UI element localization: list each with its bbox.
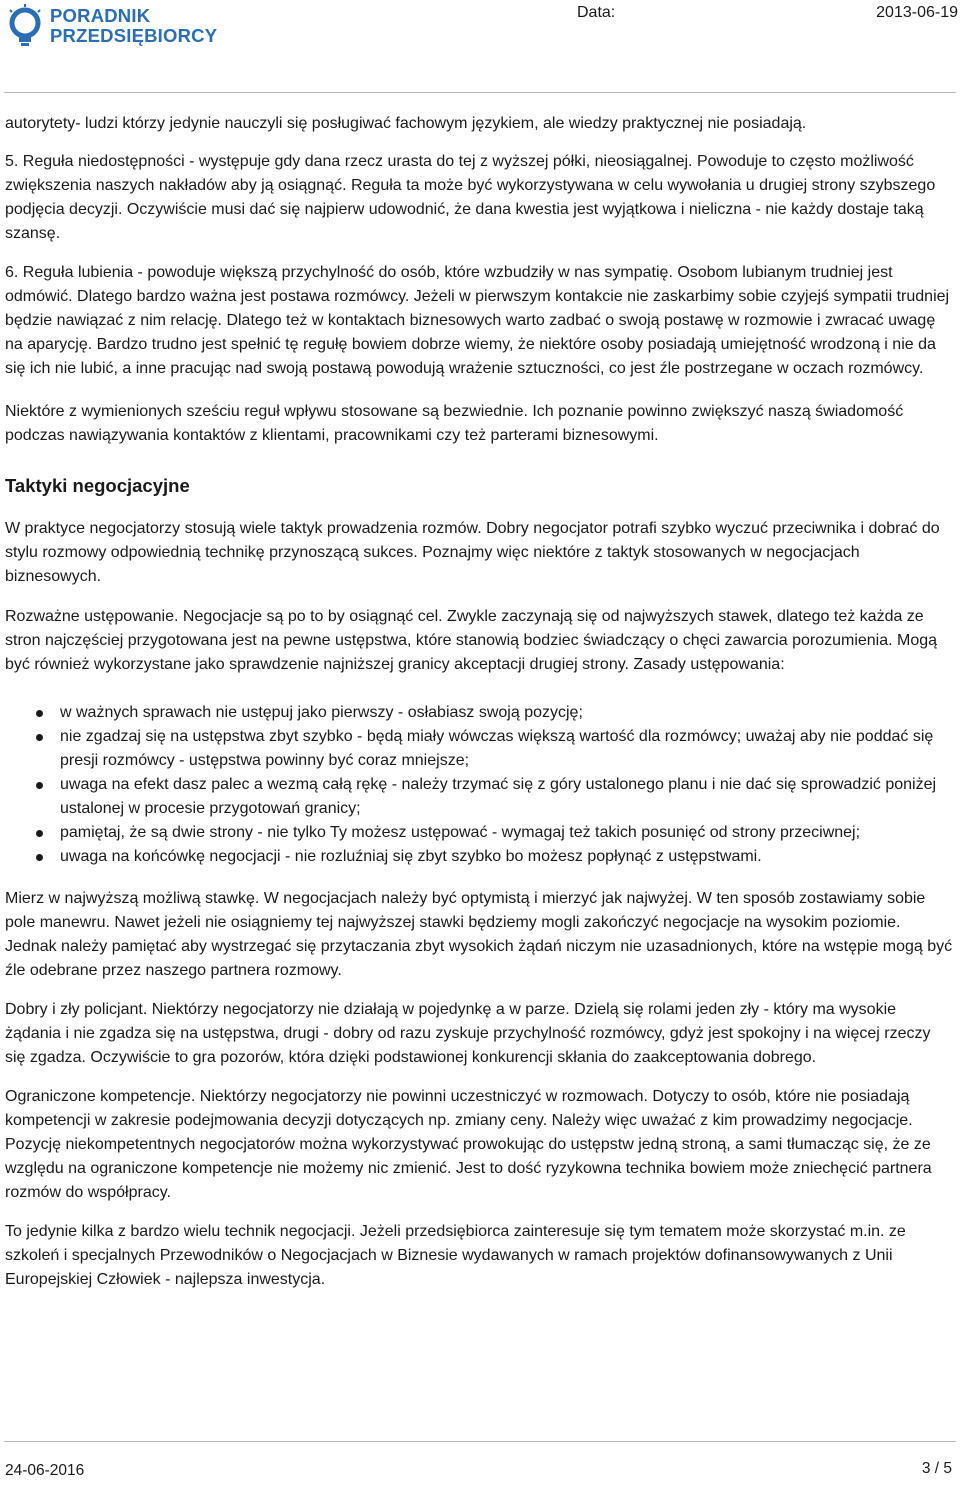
bullet-icon [36, 710, 43, 717]
footer-divider [4, 1441, 956, 1442]
logo [6, 4, 217, 48]
bullet-icon [36, 782, 43, 789]
list-item: w ważnych sprawach nie ustępuj jako pierwszy - osłabiasz swoją pozycję; [60, 701, 955, 725]
footer-date: 24-06-2016 [5, 1462, 85, 1479]
paragraph-1: autorytety- ludzi którzy jedynie nauczyli się posługiwać fachowym językiem, ale wiedzy praktycznej nie posiadają. [5, 115, 807, 132]
paragraph-highest-bid: Mierz w najwyższą możliwą stawkę. W negocjacjach należy być optymistą i mierzyć jak najwyżej. W ten sposób zostawiamy sobie pole manewru. Nawet jeżeli nie osiągniemy tej najwyższej stawki będziemy mogli zakończyć negocjacje na wysokim poziomie. Jednak należy pamiętać aby wystrzegać się przytaczania zbyt wysokich żądań niczym nie uzasadnionych, które na wstępie mogą być źle odebrane przez naszego partnera rozmowy. [5, 890, 953, 979]
article-body [5, 112, 955, 1292]
bullet-icon [36, 854, 43, 861]
date-label: Data: [577, 4, 616, 21]
paragraph-good-bad-cop: Dobry i zły policjant. Niektórzy negocjatorzy nie działają w pojedynkę a w parze. Dzielą się rolami jeden zły - który ma wysokie żądania i nie zgadza się na ustępstwa, drugi - dobry od razu zyskuje przychylność rozmówcy, gdyż jest spokojny i na więcej rzeczy się zgadza. Oczywiście to gra pozorów, która dzięki podstawionej konkurencji skłania do zaakceptowania dobrego. [5, 1001, 931, 1066]
page-number: 3 / 5 [921, 1460, 952, 1477]
bullet-icon [36, 734, 43, 741]
paragraph-limited-authority: Ograniczone kompetencje. Niektórzy negocjatorzy nie powinni uczestniczyć w rozmowach. Dotyczy to osób, które nie posiadają kompetencji w zakresie podejmowania decyzji dotyczących np. zmiany ceny. Należy więc uważać z kim prowadzimy negocjacje. Pozycję niekompetentnych negocjatorów można wykorzystywać prowokując do ustępstw jedną stroną, a sami tłumacząc się, że ze względu na ograniczone kompetencje nie możemy nic zmienić. Jest to dość ryzykowna technika bowiem może zniechęcić partnera rozmów do współpracy. [5, 1088, 932, 1201]
list-item: pamiętaj, że są dwie strony - nie tylko Ty możesz ustępować - wymagaj też takich posunięć od strony przeciwnej; [60, 821, 955, 845]
logo-line-1: PORADNIK [50, 5, 151, 26]
list-item: uwaga na końcówkę negocjacji - nie rozluźniaj się zbyt szybko bo możesz popłynąć z ustępstwami. [60, 845, 955, 869]
lightbulb-icon [6, 4, 44, 48]
header-divider [4, 92, 956, 93]
logo-line-2: PRZEDSIĘBIORCY [50, 25, 218, 46]
paragraph-rule-6: 6. Reguła lubienia - powoduje większą przychylność do osób, które wzbudziły w nas sympatię. Osobom lubianym trudniej jest odmówić. Dlatego bardzo ważna jest postawa rozmówcy. Jeżeli w pierwszym kontakcie nie zaskarbimy sobie czyjejś sympatii trudniej będzie nawiązać z nim relację. Dlatego też w kontaktach biznesowych warto zadbać o swoją postawę w rozmowie i zwracać uwagę na aparycję. Bardzo trudno jest spełnić tę regułę bowiem dobrze wiemy, że niektóre osoby posiadają umiejętność wrodzoną i nie da się ich nie lubić, a inne pracując nad swoją postawą powodują wrażenie sztuczności, co jest źle postrzegane w oczach rozmówcy. [5, 264, 950, 377]
bullet-icon [36, 830, 43, 837]
logo-text [50, 6, 217, 46]
section-heading: Taktyki negocjacyjne [5, 475, 190, 496]
paragraph-closing: To jedynie kilka z bardzo wielu technik negocjacji. Jeżeli przedsiębiorca zainteresuje się tym tematem może skorzystać m.in. ze szkoleń i specjalnych Przewodników o Negocjacjach w Biznesie wydawanych w ramach projektów dofinansowywanych z Unii Europejskiej Człowiek - najlepsza inwestycja. [5, 1223, 906, 1288]
list-item: uwaga na efekt dasz palec a wezmą całą rękę - należy trzymać się z góry ustalonego planu i nie dać się sprowadzić poniżej ustalonej w procesie przygotowań granicy; [60, 773, 955, 821]
list-item: nie zgadzaj się na ustępstwa zbyt szybko - będą miały wówczas większą wartość dla rozmówcy; uważaj aby nie poddać się presji rozmówcy - ustępstwa powinny być coraz mniejsze; [60, 725, 955, 773]
date-value: 2013-06-19 [876, 4, 958, 21]
paragraph-summary: Niektóre z wymienionych sześciu reguł wpływu stosowane są bezwiednie. Ich poznanie powinno zwiększyć naszą świadomość podczas nawiązywania kontaktów z klientami, pracownikami czy też parterami biznesowymi. [5, 403, 904, 444]
page-header [0, 0, 960, 92]
paragraph-tactics-intro: W praktyce negocjatorzy stosują wiele taktyk prowadzenia rozmów. Dobry negocjator potrafi szybko wyczuć przeciwnika i dobrać do stylu rozmowy odpowiednią technikę przynoszącą sukces. Poznajmy więc niektóre z taktyk stosowanych w negocjacjach biznesowych. [5, 520, 940, 585]
paragraph-rule-5: 5. Reguła niedostępności - występuje gdy dana rzecz urasta do tej z wyższej półki, nieosiągalnej. Powoduje to często możliwość zwiększenia naszych nakładów aby ją osiągnąć. Reguła ta może być wykorzystywana w celu wywołania u drugiej strony szybszego podjęcia decyzji. Oczywiście musi dać się najpierw udowodnić, że dana kwestia jest wyjątkowa i nieliczna - nie każdy dostaje taką szansę. [5, 153, 936, 242]
concession-rules-list [5, 701, 955, 869]
paragraph-concessions: Rozważne ustępowanie. Negocjacje są po to by osiągnąć cel. Zwykle zaczynają się od najwyższych stawek, dlatego też każda ze stron najczęściej przygotowana jest na pewne ustępstwa, które stanowią bodziec świadczący o chęci zawarcia porozumienia. Mogą być również wykorzystane jako sprawdzenie najniższej granicy akceptacji drugiej strony. Zasady ustępowania: [5, 608, 938, 673]
